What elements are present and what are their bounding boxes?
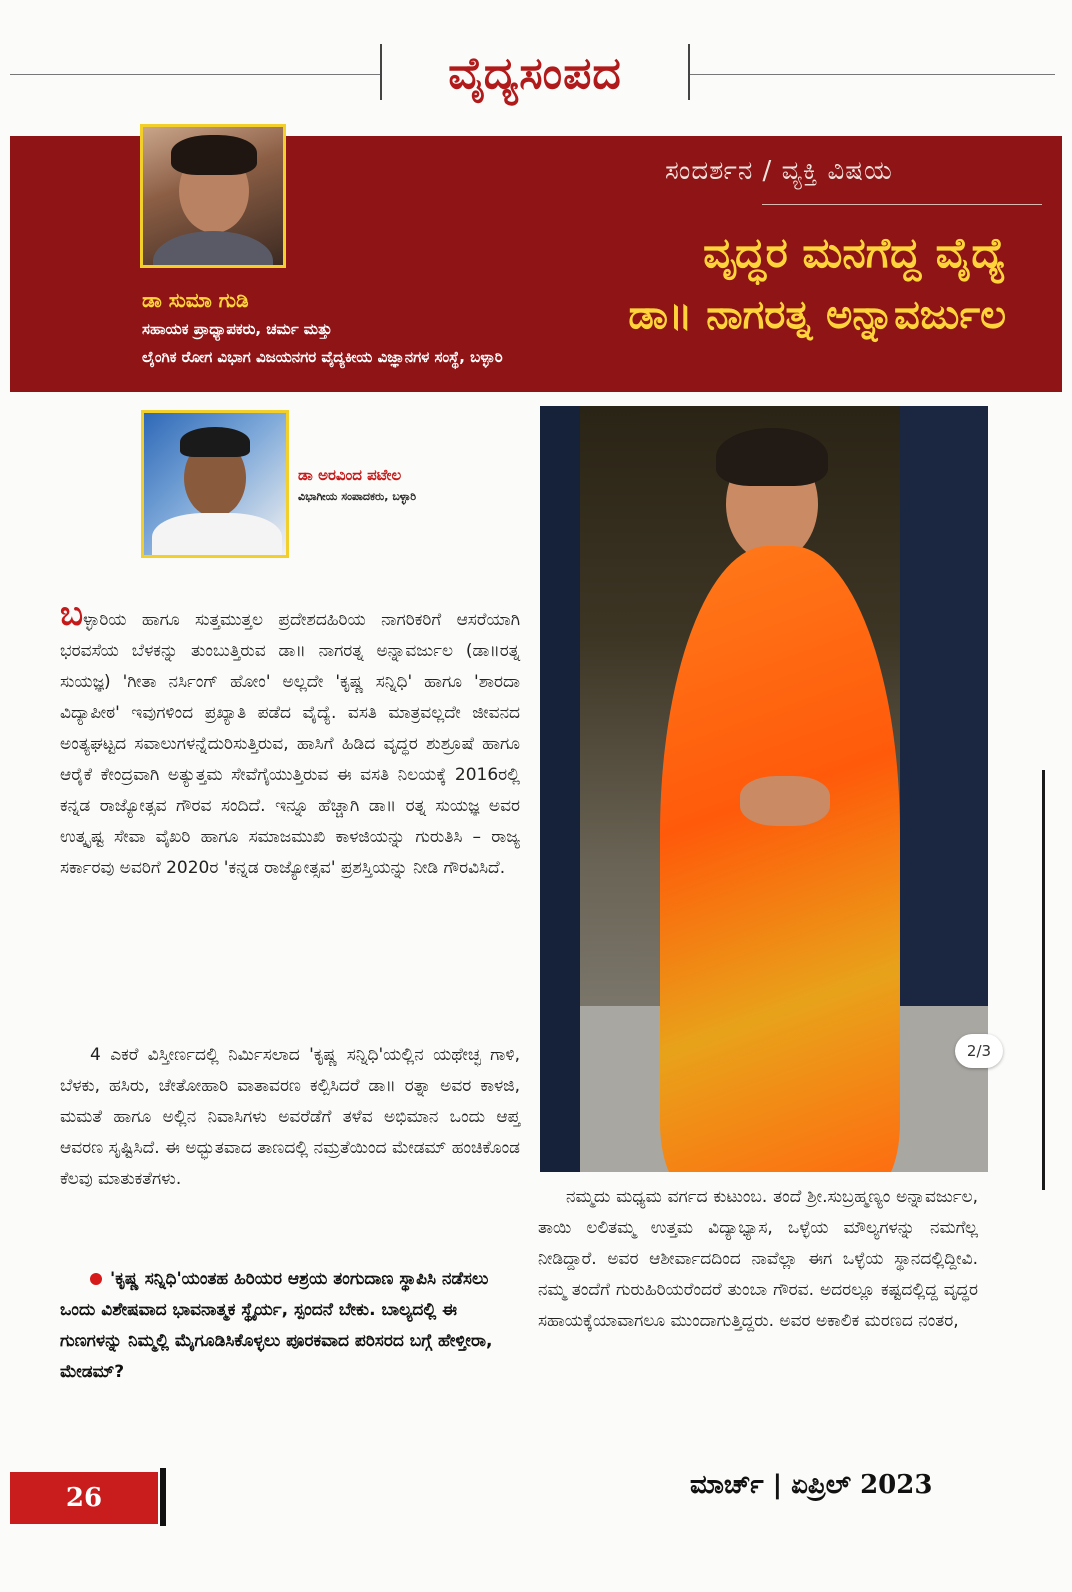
masthead-divider-left bbox=[380, 44, 382, 100]
question-text: 'ಕೃಷ್ಣ ಸನ್ನಿಧಿ'ಯಂತಹ ಹಿರಿಯರ ಆಶ್ರಯ ತಂಗುದಾಣ ಸ್ಥಾಪಿಸಿ ನಡೆಸಲು ಒಂದು ವಿಶೇಷವಾದ ಭಾವನಾತ್ಮಕ ಸ್ಥೈರ್ಯ, ಸ್ಪಂದನೆ ಬೇಕು. ಬಾಲ್ಯದಲ್ಲಿ ಈ ಗುಣಗಳನ್ನು ನಿಮ್ಮಲ್ಲಿ ಮೈಗೂಡಿಸಿಕೊಳ್ಳಲು ಪೂರಕವಾದ ಪರಿಸರದ ಬಗ್ಗೆ ಹೇಳ್ತೀರಾ, ಮೇಡಮ್? bbox=[60, 1269, 493, 1382]
issue-months: ಮಾರ್ಚ್ | ಏಪ್ರಿಲ್ bbox=[690, 1470, 852, 1500]
portrait-photo bbox=[540, 406, 988, 1172]
paragraph-text: ಳ್ಳಾರಿಯ ಹಾಗೂ ಸುತ್ತಮುತ್ತಲ ಪ್ರದೇಶದಹಿರಿಯ ನಾಗರಿಕರಿಗೆ ಆಸರೆಯಾಗಿ ಭರವಸೆಯ ಬೆಳಕನ್ನು ತುಂಬುತ್ತಿರುವ ಡಾ॥ ನಾಗರತ್ನ ಅನ್ನಾವರ್ಜುಲ (ಡಾ॥ರತ್ನ ಸುಯಜ್ಞ) 'ಗೀತಾ ನರ್ಸಿಂಗ್ ಹೋಂ' ಅಲ್ಲದೇ 'ಕೃಷ್ಣ ಸನ್ನಿಧಿ' ಹಾಗೂ 'ಶಾರದಾ ವಿದ್ಯಾಪೀಠ' ಇವುಗಳಿಂದ ಪ್ರಖ್ಯಾತಿ ಪಡೆದ ವೈದ್ಯೆ. ವಸತಿ ಮಾತ್ರವಲ್ಲದೇ ಜೀವನದ ಅಂತ್ಯಘಟ್ಟದ ಸವಾಲುಗಳನ್ನೆದುರಿಸುತ್ತಿರುವ, ಹಾಸಿಗೆ ಹಿಡಿದ ವೃದ್ಧರ ಶುಶ್ರೂಷೆ ಹಾಗೂ ಆರೈಕೆ ಕೇಂದ್ರವಾಗಿ ಅತ್ಯುತ್ತಮ ಸೇವೆಗೈಯುತ್ತಿರುವ ಈ ವಸತಿ ನಿಲಯಕ್ಕೆ 2016ರಲ್ಲಿ ಕನ್ನಡ ರಾಜ್ಯೋತ್ಸವ ಗೌರವ ಸಂದಿದೆ. ಇನ್ನೂ ಹೆಚ್ಚಾಗಿ ಡಾ॥ ರತ್ನ ಸುಯಜ್ಞ ಅವರ ಉತ್ಕೃಷ್ಟ ಸೇವಾ ವೈಖರಿ ಹಾಗೂ ಸಮಾಜಮುಖಿ ಕಾಳಜಿಯನ್ನು ಗುರುತಿಸಿ – ರಾಜ್ಯ ಸರ್ಕಾರವು ಅವರಿಗೆ 2020ರ 'ಕನ್ನಡ ರಾಜ್ಯೋತ್ಸವ' ಪ್ರಶಸ್ತಿಯನ್ನು ನೀಡಿ ಗೌರವಿಸಿದೆ. bbox=[60, 610, 520, 878]
issue-year: 2023 bbox=[860, 1470, 933, 1500]
section-rule bbox=[762, 204, 1042, 205]
carousel-page-indicator[interactable]: 2/3 bbox=[955, 1034, 1003, 1068]
bullet-icon bbox=[90, 1273, 102, 1285]
masthead-title: ವೈದ್ಯಸಂಪದ bbox=[448, 48, 622, 99]
author-affiliation: ಲೈಂಗಿಕ ರೋಗ ವಿಭಾಗ ವಿಜಯನಗರ ವೈದ್ಯಕೀಯ ವಿಜ್ಞಾನಗಳ ಸಂಸ್ಥೆ, ಬಳ್ಳಾರಿ bbox=[142, 348, 503, 366]
masthead-divider-right bbox=[688, 44, 690, 100]
headline: ವೃದ್ಧರ ಮನಗೆದ್ದ ವೈದ್ಯೆ bbox=[703, 228, 1006, 277]
author-role: ಸಹಾಯಕ ಪ್ರಾಧ್ಯಾಪಕರು, ಚರ್ಮ ಮತ್ತು bbox=[142, 320, 333, 338]
section-label: ಸಂದರ್ಶನ / ವ್ಯಕ್ತಿ ವಿಷಯ bbox=[665, 156, 893, 186]
scrollbar[interactable] bbox=[1042, 770, 1045, 1190]
issue-date bbox=[690, 1470, 932, 1501]
masthead-rule-right bbox=[690, 74, 1055, 75]
folio-divider bbox=[160, 1468, 166, 1526]
editor-photo bbox=[141, 410, 289, 558]
page-number: 26 bbox=[10, 1472, 158, 1524]
interview-answer: ನಮ್ಮದು ಮಧ್ಯಮ ವರ್ಗದ ಕುಟುಂಬ. ತಂದೆ ಶ್ರೀ.ಸುಬ್ರಹ್ಮಣ್ಯಂ ಅನ್ನಾವರ್ಜುಲ, ತಾಯಿ ಲಲಿತಮ್ಮ ಉತ್ತಮ ವಿದ್ಯಾಭ್ಯಾಸ, ಒಳ್ಳೆಯ ಮೌಲ್ಯಗಳನ್ನು ನಮಗೆಲ್ಲ ನೀಡಿದ್ದಾರೆ. ಅವರ ಆಶೀರ್ವಾದದಿಂದ ನಾವೆಲ್ಲಾ ಈಗ ಒಳ್ಳೆಯ ಸ್ಥಾನದಲ್ಲಿದ್ದೀವಿ. ನಮ್ಮ ತಂದೆಗೆ ಗುರುಹಿರಿಯರೆಂದರೆ ತುಂಬಾ ಗೌರವ. ಅದರಲ್ಲೂ ಕಷ್ಟದಲ್ಲಿದ್ದ ವೃದ್ಧರ ಸಹಾಯಕ್ಕೆಯಾವಾಗಲೂ ಮುಂದಾಗುತ್ತಿದ್ದರು. ಅವರ ಅಕಾಲಿಕ ಮರಣದ ನಂತರ, bbox=[538, 1187, 978, 1331]
subject-name: ಡಾ॥ ನಾಗರತ್ನ ಅನ್ನಾವರ್ಜುಲ bbox=[628, 292, 1006, 338]
interview-question bbox=[60, 1264, 520, 1388]
drop-cap: ಬ bbox=[60, 594, 84, 634]
editor-name: ಡಾ ಅರವಿಂದ ಪಟೇಲ bbox=[298, 466, 402, 484]
author-photo bbox=[140, 124, 286, 268]
masthead-rule-left bbox=[10, 74, 380, 75]
editor-role: ವಿಭಾಗೀಯ ಸಂಪಾದಕರು, ಬಳ್ಳಾರಿ bbox=[298, 490, 417, 503]
author-name: ಡಾ ಸುಮಾ ಗುಡಿ bbox=[142, 288, 249, 312]
article-paragraph bbox=[60, 594, 520, 884]
article-paragraph-2: 4 ಎಕರೆ ವಿಸ್ತೀರ್ಣದಲ್ಲಿ ನಿರ್ಮಿಸಲಾದ 'ಕೃಷ್ಣ ಸನ್ನಿಧಿ'ಯಲ್ಲಿನ ಯಥೇಚ್ಛ ಗಾಳಿ, ಬೆಳಕು, ಹಸಿರು, ಚೇತೋಹಾರಿ ವಾತಾವರಣ ಕಲ್ಪಿಸಿದರೆ ಡಾ॥ ರತ್ನಾ ಅವರ ಕಾಳಜಿ, ಮಮತೆ ಹಾಗೂ ಅಲ್ಲಿನ ನಿವಾಸಿಗಳು ಅವರೆಡೆಗೆ ತಳೆವ ಅಭಿಮಾನ ಒಂದು ಆಪ್ತ ಆವರಣ ಸೃಷ್ಟಿಸಿದೆ. ಈ ಅದ್ಭುತವಾದ ತಾಣದಲ್ಲಿ ನಮ್ರತೆಯಿಂದ ಮೇಡಮ್ ಹಂಚಿಕೊಂಡ ಕೆಲವು ಮಾತುಕತೆಗಳು. bbox=[60, 1045, 520, 1189]
